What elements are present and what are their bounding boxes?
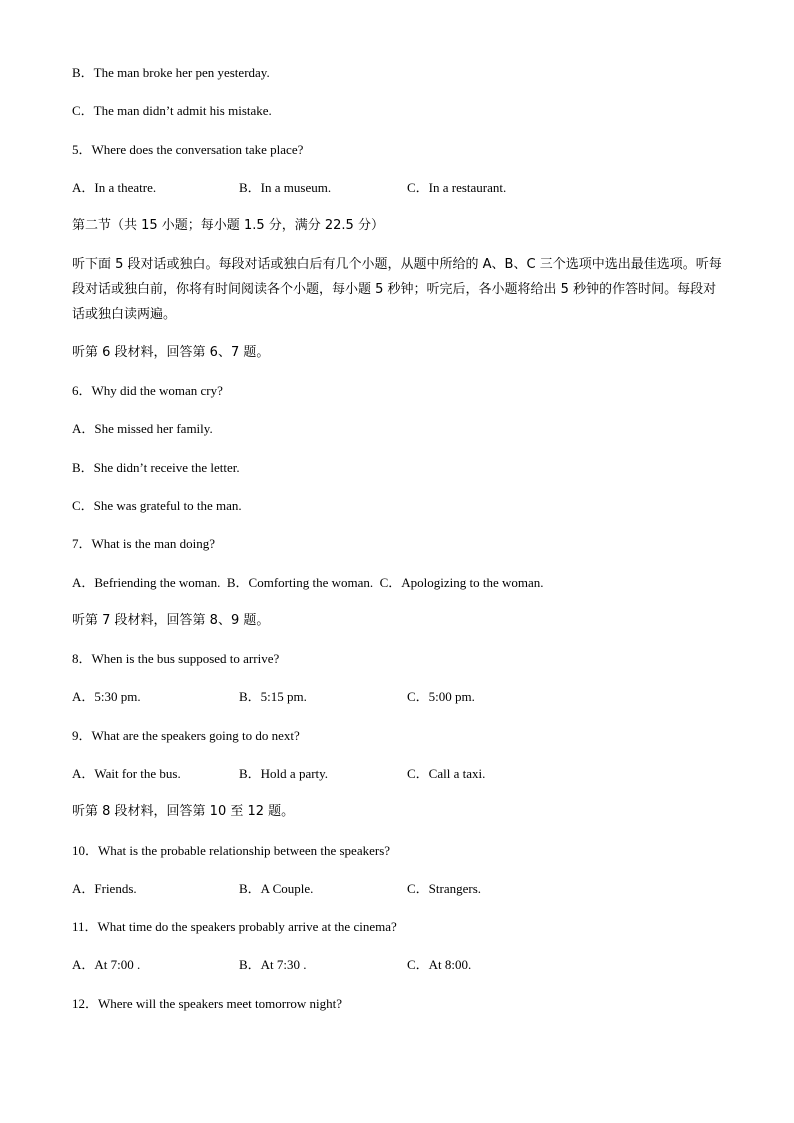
q6-option-b: B．She didn’t receive the letter.	[72, 460, 240, 475]
q8-option-a: A．5:30 pm.	[72, 689, 141, 704]
question-9: 9．What are the speakers going to do next?	[72, 728, 300, 743]
q11-option-c: C．At 8:00.	[407, 957, 472, 972]
question-7: 7．What is the man doing?	[72, 536, 215, 551]
section-2-heading: 第二节（共 15 小题；每小题 1.5 分，满分 22.5 分）	[72, 218, 384, 233]
q5-option-c: C．In a restaurant.	[407, 180, 507, 195]
question-5: 5．Where does the conversation take place?	[72, 142, 304, 157]
section-2-instructions: 听下面 5 段对话或独白。每段对话或独白后有几个小题，从题中所给的 A、B、C 三个选项中选出最佳选项。听每段对话或独白前，你将有时间阅读各个小题，每小题 5 秒钟；听完后，各小题将给出 5 秒钟的作答时间。每段对话或独白读两遍。	[72, 257, 722, 322]
question-8: 8．When is the bus supposed to arrive?	[72, 651, 280, 666]
q10-option-b: B．A Couple.	[239, 881, 314, 896]
q6-option-a: A．She missed her family.	[72, 421, 213, 436]
q10-option-a: A．Friends.	[72, 881, 137, 896]
q10-option-c: C．Strangers.	[407, 881, 482, 896]
q8-option-c: C．5:00 pm.	[407, 689, 475, 704]
q4-option-c: C．The man didn’t admit his mistake.	[72, 103, 272, 118]
material-8-heading: 听第 8 段材料，回答第 10 至 12 题。	[72, 804, 295, 819]
q9-option-c: C．Call a taxi.	[407, 766, 486, 781]
q9-option-b: B．Hold a party.	[239, 766, 329, 781]
q8-option-b: B．5:15 pm.	[239, 689, 307, 704]
q4-option-b: B．The man broke her pen yesterday.	[72, 65, 270, 80]
q5-option-b: B．In a museum.	[239, 180, 332, 195]
question-7-options: A．Befriending the woman. B．Comforting the woman. C．Apologizing to the woman.	[72, 575, 544, 590]
q6-option-c: C．She was grateful to the man.	[72, 498, 242, 513]
material-7-heading: 听第 7 段材料，回答第 8、9 题。	[72, 613, 270, 628]
material-6-heading: 听第 6 段材料，回答第 6、7 题。	[72, 345, 270, 360]
q11-option-a: A．At 7:00 .	[72, 957, 141, 972]
q5-option-a: A．In a theatre.	[72, 180, 157, 195]
question-10: 10．What is the probable relationship between the speakers?	[72, 843, 391, 858]
question-6: 6．Why did the woman cry?	[72, 383, 223, 398]
q9-option-a: A．Wait for the bus.	[72, 766, 181, 781]
q11-option-b: B．At 7:30 .	[239, 957, 307, 972]
question-11: 11．What time do the speakers probably arrive at the cinema?	[72, 919, 397, 934]
question-12: 12．Where will the speakers meet tomorrow night?	[72, 996, 343, 1011]
